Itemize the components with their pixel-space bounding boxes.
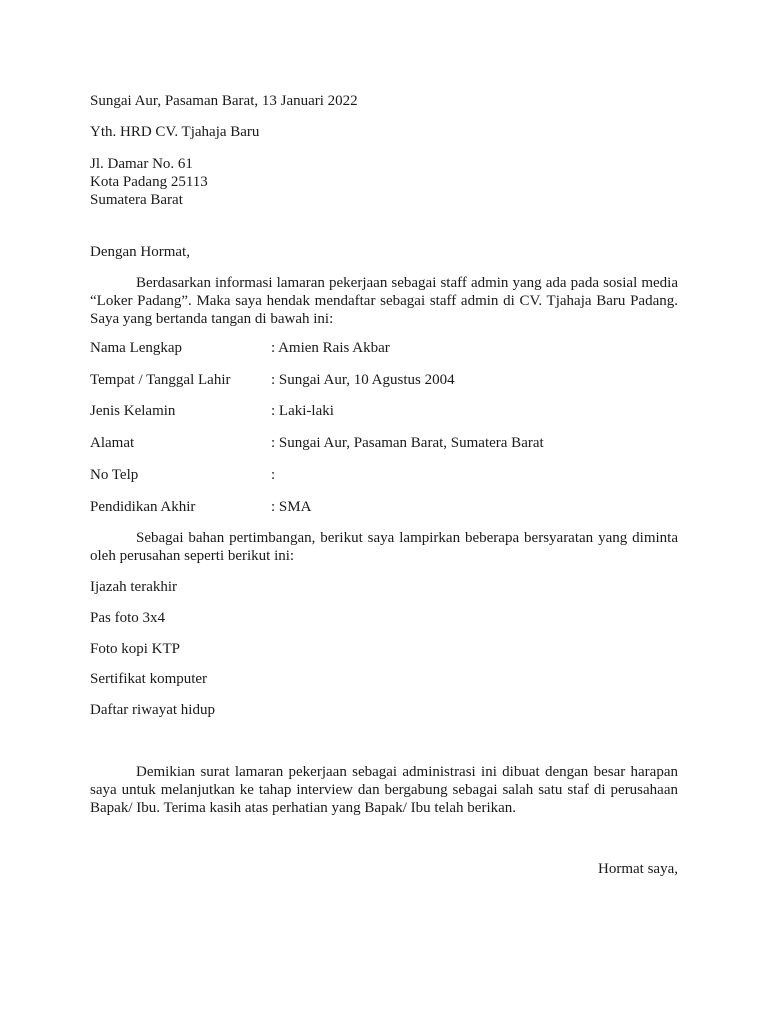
data-row — [90, 402, 334, 420]
data-row — [90, 498, 311, 516]
place-date: Sungai Aur, Pasaman Barat, 13 Januari 2022 — [90, 93, 358, 109]
attachment-item: Daftar riwayat hidup — [90, 702, 215, 718]
data-value: : Laki-laki — [271, 403, 334, 419]
data-label: Jenis Kelamin — [90, 403, 176, 419]
recipient-address — [90, 155, 208, 209]
data-value: : Amien Rais Akbar — [271, 340, 390, 356]
salutation: Dengan Hormat, — [90, 244, 190, 260]
attachment-item: Sertifikat komputer — [90, 671, 208, 687]
address-line: Kota Padang 25113 — [90, 174, 208, 190]
data-value: : Sungai Aur, 10 Agustus 2004 — [271, 372, 455, 388]
data-row — [90, 434, 544, 452]
address-line: Jl. Damar No. 61 — [90, 156, 193, 172]
data-value: : — [271, 467, 276, 483]
data-row — [90, 371, 455, 389]
data-value: : SMA — [271, 499, 312, 515]
data-label: Alamat — [90, 435, 135, 451]
address-line: Sumatera Barat — [90, 192, 183, 208]
attachment-item: Pas foto 3x4 — [90, 610, 165, 626]
attachments-intro: Sebagai bahan pertimbangan, berikut saya lampirkan beberapa bersyaratan yang diminta oleh perusahan seperti berikut ini: — [90, 530, 678, 564]
data-value: : Sungai Aur, Pasaman Barat, Sumatera Barat — [271, 435, 544, 451]
opening-paragraph: Berdasarkan informasi lamaran pekerjaan sebagai staff admin yang ada pada sosial media “Loker Padang”. Maka saya hendak mendaftar sebagai staff admin di CV. Tjahaja Baru Padang. Saya yang bertanda tangan di bawah ini: — [90, 275, 678, 327]
sign-off: Hormat saya, — [598, 861, 678, 877]
data-label: Pendidikan Akhir — [90, 499, 196, 515]
data-label: No Telp — [90, 467, 139, 483]
recipient: Yth. HRD CV. Tjahaja Baru — [90, 124, 260, 140]
data-row — [90, 339, 390, 357]
data-label: Nama Lengkap — [90, 340, 183, 356]
closing-paragraph: Demikian surat lamaran pekerjaan sebagai administrasi ini dibuat dengan besar harapan saya untuk melanjutkan ke tahap interview dan bergabung sebagai salah satu staf di perusahaan Bapak/ Ibu. Terima kasih atas perhatian yang Bapak/ Ibu telah berikan. — [90, 764, 678, 816]
attachment-item: Ijazah terakhir — [90, 579, 178, 595]
data-row — [90, 466, 275, 484]
attachment-item: Foto kopi KTP — [90, 641, 181, 657]
data-label: Tempat / Tanggal Lahir — [90, 372, 231, 388]
